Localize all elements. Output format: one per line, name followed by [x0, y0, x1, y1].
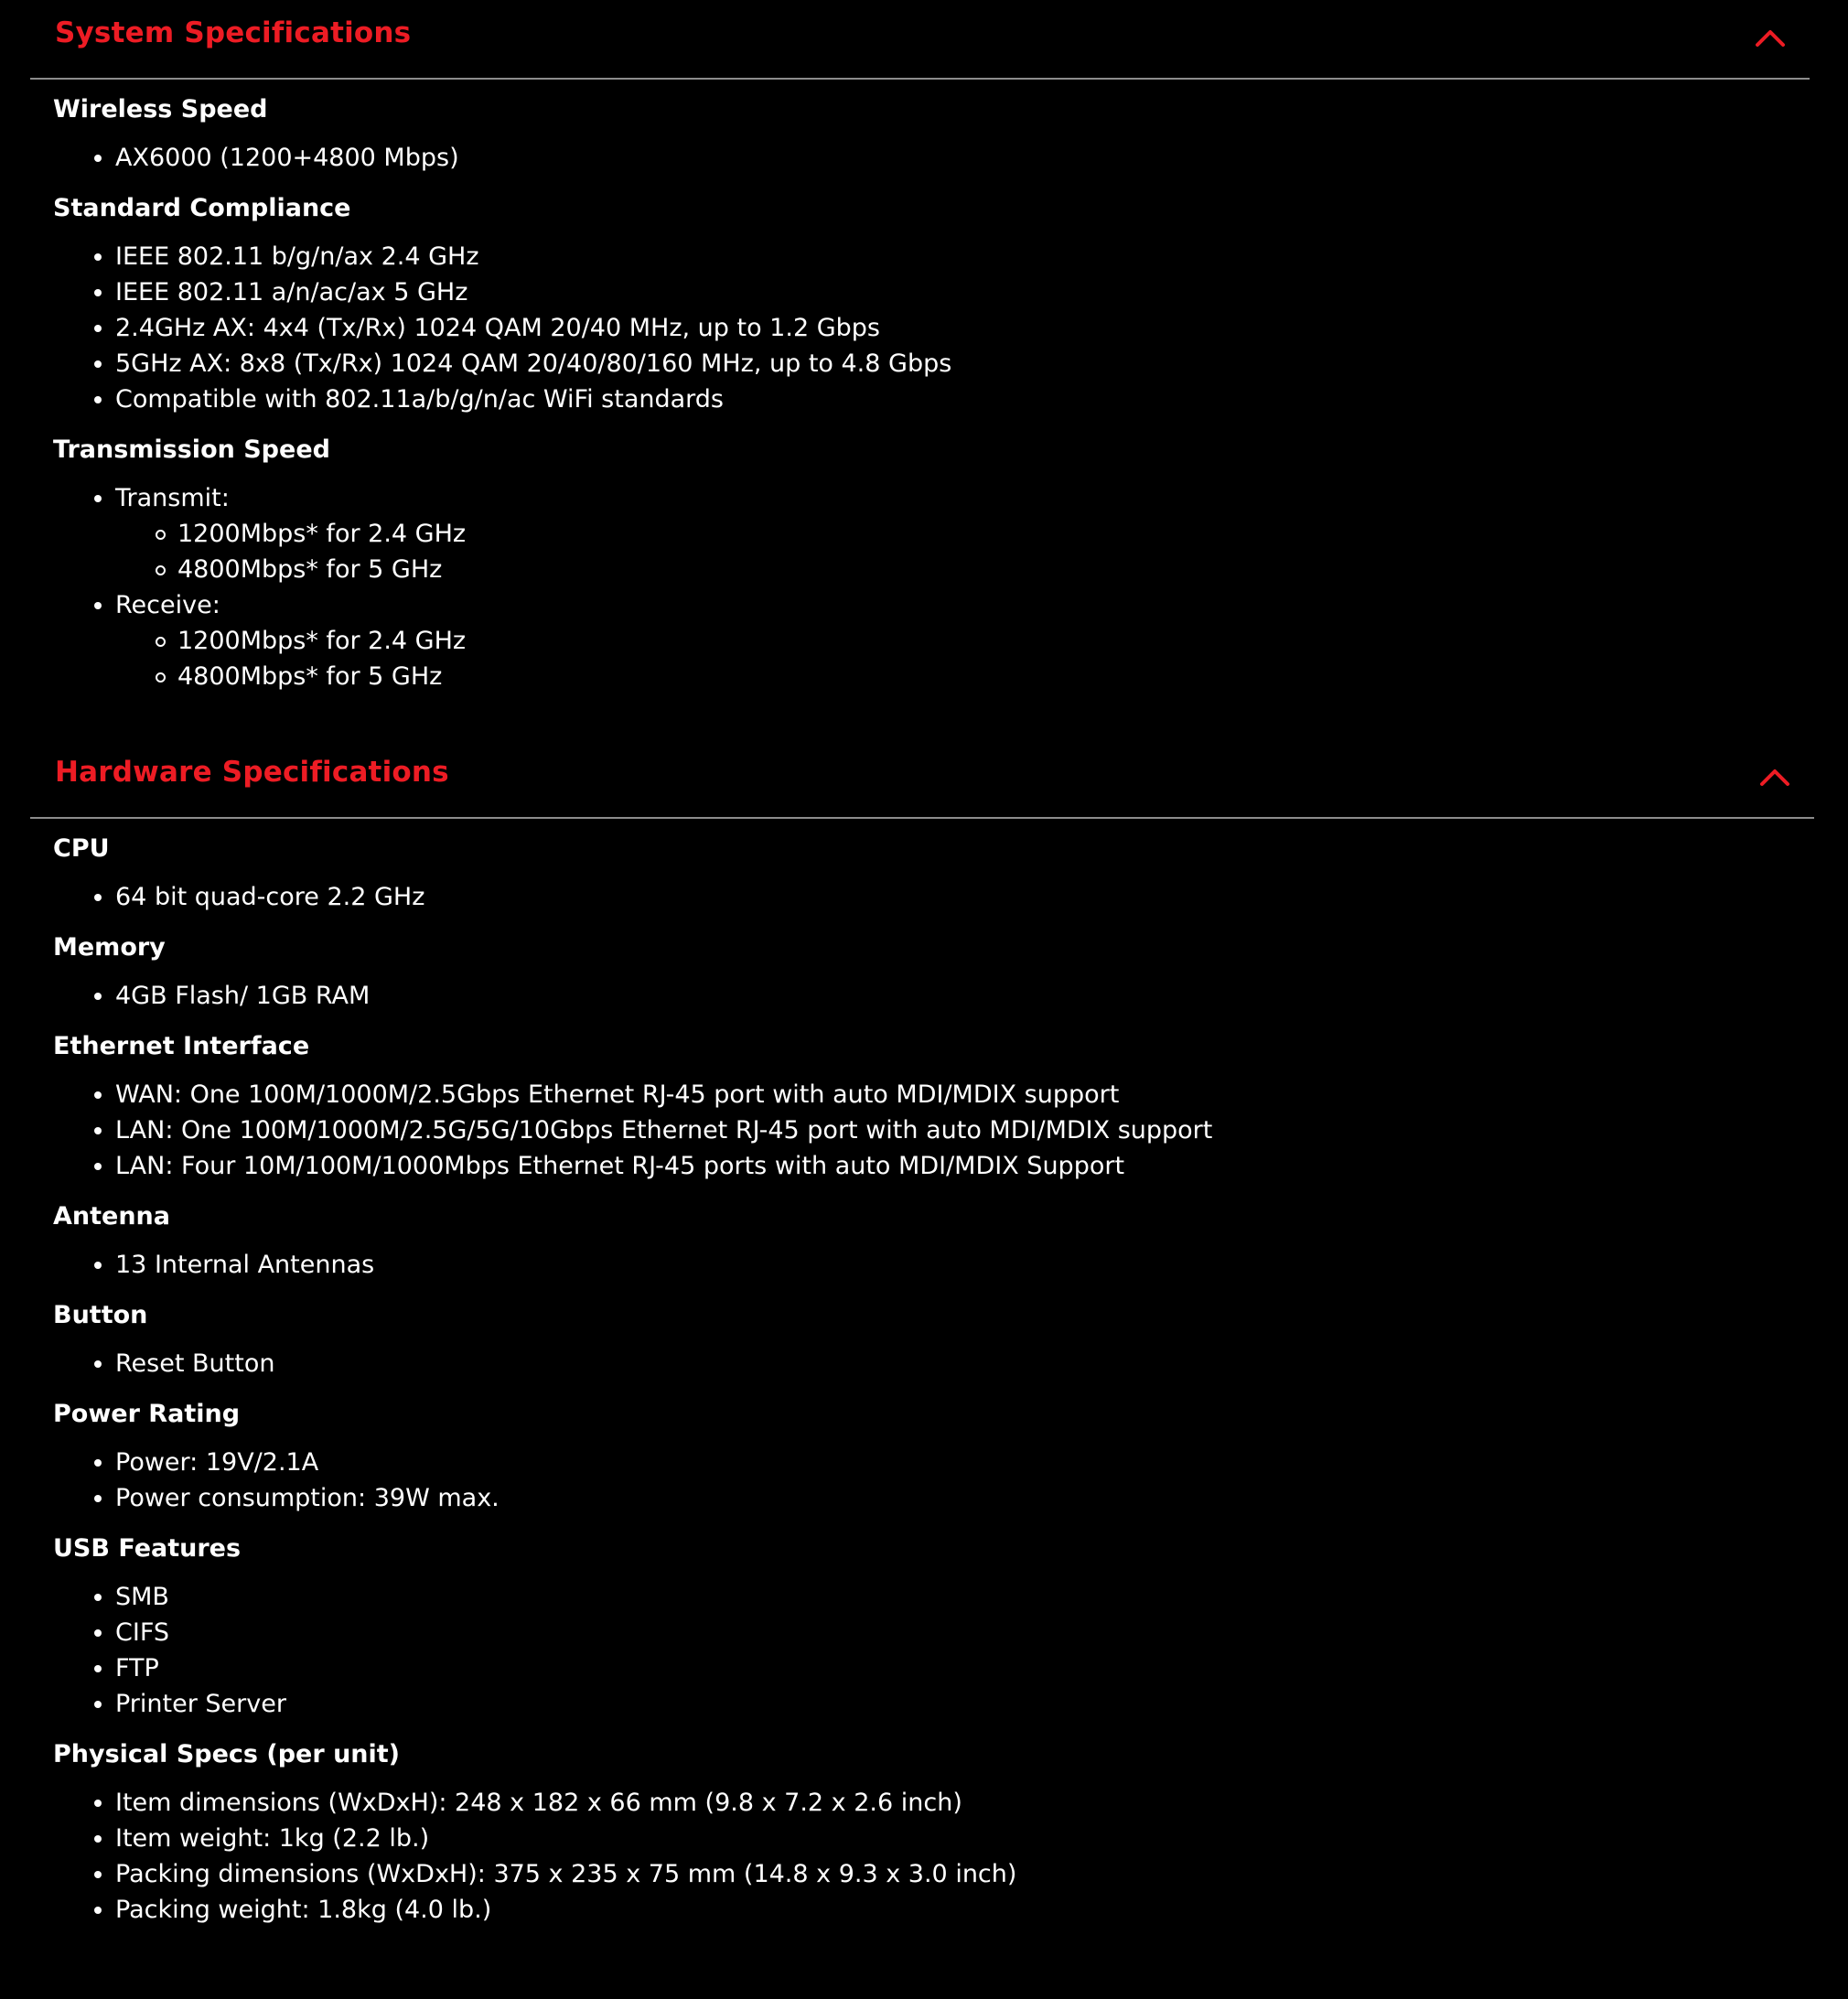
- group-title: CPU: [53, 834, 110, 863]
- list-item: Item weight: 1kg (2.2 lb.): [53, 1821, 1773, 1856]
- list-item: 13 Internal Antennas: [53, 1247, 1773, 1283]
- list-item: Item dimensions (WxDxH): 248 x 182 x 66 mm (9.8 x 7.2 x 2.6 inch): [53, 1785, 1773, 1821]
- hardware-specifications-header[interactable]: [30, 739, 1814, 818]
- system-specifications-header[interactable]: [30, 0, 1810, 79]
- bullet-icon: [94, 1262, 102, 1269]
- bullet-icon: [94, 1835, 102, 1843]
- hardware-specifications-body: [53, 833, 1773, 1944]
- section-divider: [30, 78, 1810, 80]
- sub-list-item: 4800Mbps* for 5 GHz: [115, 552, 1773, 587]
- group-title: Memory: [53, 933, 166, 962]
- list-item: CIFS: [53, 1615, 1773, 1650]
- group-title: Power Rating: [53, 1400, 241, 1428]
- bullet-icon: [94, 894, 102, 901]
- system-specifications-section: [0, 0, 1848, 739]
- bullet-icon: [94, 602, 102, 609]
- memory-list: [53, 978, 1773, 1014]
- list-item: Packing dimensions (WxDxH): 375 x 235 x 75 mm (14.8 x 9.3 x 3.0 inch): [53, 1856, 1773, 1892]
- bullet-icon: [94, 1091, 102, 1099]
- list-item: Printer Server: [53, 1686, 1773, 1722]
- bullet-icon: [94, 1800, 102, 1807]
- list-item: 4GB Flash/ 1GB RAM: [53, 978, 1773, 1014]
- bullet-icon: [94, 993, 102, 1000]
- transmission-speed-list: [53, 480, 1773, 694]
- sub-list: [115, 623, 1773, 694]
- bullet-icon: [94, 360, 102, 368]
- list-item: 64 bit quad-core 2.2 GHz: [53, 879, 1773, 915]
- group-title: Wireless Speed: [53, 95, 268, 124]
- list-item: Power: 19V/2.1A: [53, 1445, 1773, 1480]
- group-title: Antenna: [53, 1202, 170, 1231]
- button-list: [53, 1346, 1773, 1381]
- list-item: SMB: [53, 1579, 1773, 1615]
- power-rating-list: [53, 1445, 1773, 1516]
- section-divider: [30, 817, 1814, 819]
- group-title: USB Features: [53, 1534, 242, 1563]
- list-item: IEEE 802.11 b/g/n/ax 2.4 GHz: [53, 239, 1773, 274]
- group-title: Ethernet Interface: [53, 1032, 310, 1060]
- system-specifications-body: [53, 93, 1773, 711]
- bullet-icon: [94, 396, 102, 403]
- group-title: Standard Compliance: [53, 194, 351, 222]
- section-title: Hardware Specifications: [55, 756, 449, 789]
- circle-bullet-icon: [156, 530, 166, 540]
- bullet-icon: [94, 1629, 102, 1637]
- antenna-list: [53, 1247, 1773, 1283]
- list-item: IEEE 802.11 a/n/ac/ax 5 GHz: [53, 274, 1773, 310]
- cpu-list: [53, 879, 1773, 915]
- bullet-icon: [94, 1127, 102, 1134]
- bullet-icon: [94, 325, 102, 332]
- sub-list-item: 1200Mbps* for 2.4 GHz: [115, 516, 1773, 552]
- group-title: Transmission Speed: [53, 435, 330, 464]
- group-title: Physical Specs (per unit): [53, 1740, 401, 1768]
- ethernet-interface-list: [53, 1077, 1773, 1184]
- list-item: Power consumption: 39W max.: [53, 1480, 1773, 1516]
- bullet-icon: [94, 1907, 102, 1914]
- sub-list: [115, 516, 1773, 587]
- list-item: Receive: 1200Mbps* for 2.4 GHz 4800Mbps* for 5 GHz: [53, 587, 1773, 694]
- bullet-icon: [94, 155, 102, 162]
- usb-features-list: [53, 1579, 1773, 1722]
- list-item: 2.4GHz AX: 4x4 (Tx/Rx) 1024 QAM 20/40 MHz, up to 1.2 Gbps: [53, 310, 1773, 346]
- list-item: LAN: Four 10M/100M/1000Mbps Ethernet RJ-45 ports with auto MDI/MDIX Support: [53, 1148, 1773, 1184]
- circle-bullet-icon: [156, 565, 166, 575]
- bullet-icon: [94, 495, 102, 502]
- section-title: System Specifications: [55, 16, 412, 49]
- circle-bullet-icon: [156, 672, 166, 682]
- circle-bullet-icon: [156, 637, 166, 647]
- wireless-speed-list: [53, 140, 1773, 176]
- list-item: AX6000 (1200+4800 Mbps): [53, 140, 1773, 176]
- group-title: Button: [53, 1301, 148, 1329]
- bullet-icon: [94, 253, 102, 261]
- bullet-icon: [94, 1360, 102, 1368]
- physical-specs-list: [53, 1785, 1773, 1928]
- bullet-icon: [94, 1163, 102, 1170]
- list-item: FTP: [53, 1650, 1773, 1686]
- list-item: Compatible with 802.11a/b/g/n/ac WiFi standards: [53, 382, 1773, 417]
- list-item: Packing weight: 1.8kg (4.0 lb.): [53, 1892, 1773, 1928]
- list-item: Transmit: 1200Mbps* for 2.4 GHz 4800Mbps* for 5 GHz: [53, 480, 1773, 587]
- list-item: Reset Button: [53, 1346, 1773, 1381]
- bullet-icon: [94, 1665, 102, 1672]
- list-item: LAN: One 100M/1000M/2.5G/5G/10Gbps Ethernet RJ-45 port with auto MDI/MDIX support: [53, 1112, 1773, 1148]
- bullet-icon: [94, 1594, 102, 1601]
- standard-compliance-list: [53, 239, 1773, 417]
- bullet-icon: [94, 1701, 102, 1708]
- bullet-icon: [94, 1871, 102, 1878]
- list-item: 5GHz AX: 8x8 (Tx/Rx) 1024 QAM 20/40/80/160 MHz, up to 4.8 Gbps: [53, 346, 1773, 382]
- sub-list-item: 4800Mbps* for 5 GHz: [115, 659, 1773, 694]
- bullet-icon: [94, 289, 102, 296]
- bullet-icon: [94, 1495, 102, 1502]
- bullet-icon: [94, 1459, 102, 1467]
- sub-list-item: 1200Mbps* for 2.4 GHz: [115, 623, 1773, 659]
- chevron-up-icon[interactable]: [1757, 759, 1793, 796]
- hardware-specifications-section: [0, 739, 1848, 1999]
- list-item: WAN: One 100M/1000M/2.5Gbps Ethernet RJ-45 port with auto MDI/MDIX support: [53, 1077, 1773, 1112]
- chevron-up-icon[interactable]: [1752, 20, 1789, 57]
